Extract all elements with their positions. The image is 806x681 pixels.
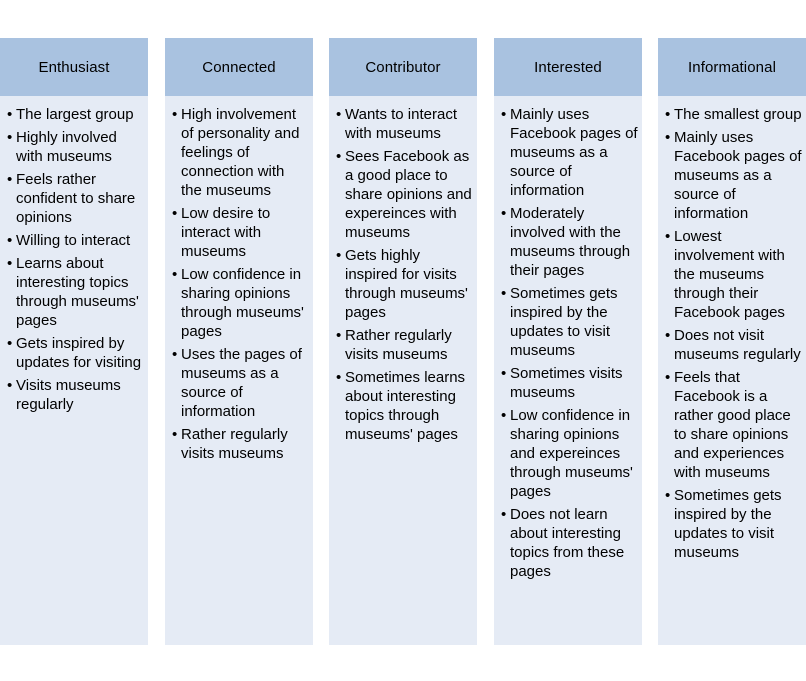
- segment-item: • Sees Facebook as a good place to share opinions and expereinces with museums: [338, 147, 473, 242]
- segment-header: Connected: [165, 38, 313, 96]
- segment-header: Informational: [658, 38, 806, 96]
- segment-item: • Does not visit museums regularly: [667, 326, 802, 364]
- segment-board: [0, 38, 806, 645]
- segment-column-enthusiast: [0, 38, 148, 645]
- segment-column-interested: [494, 38, 642, 645]
- segment-item: • The largest group: [9, 105, 144, 124]
- segment-header: Contributor: [329, 38, 477, 96]
- segment-item: • Sometimes learns about interesting topics through museums' pages: [338, 368, 473, 444]
- segment-item: • Gets inspired by updates for visiting: [9, 334, 144, 372]
- segment-column-informational: [658, 38, 806, 645]
- segment-item: • Highly involved with museums: [9, 128, 144, 166]
- segment-item: • High involvement of personality and feelings of connection with the museums: [174, 105, 309, 200]
- segment-item: • Sometimes gets inspired by the updates to visit museums: [667, 486, 802, 562]
- segment-item: • Rather regularly visits museums: [338, 326, 473, 364]
- segment-item: • Mainly uses Facebook pages of museums as a source of information: [503, 105, 638, 200]
- segment-list: [329, 96, 477, 444]
- segment-item: • Lowest involvement with the museums through their Facebook pages: [667, 227, 802, 322]
- segment-item: • Rather regularly visits museums: [174, 425, 309, 463]
- segment-item: • Wants to interact with museums: [338, 105, 473, 143]
- segment-list: [658, 96, 806, 562]
- segment-item: • Visits museums regularly: [9, 376, 144, 414]
- segment-list: [494, 96, 642, 581]
- segment-column-connected: [165, 38, 313, 645]
- segment-header: Interested: [494, 38, 642, 96]
- segment-item: • Gets highly inspired for visits through museums' pages: [338, 246, 473, 322]
- segment-item: • Low confidence in sharing opinions and expereinces through museums' pages: [503, 406, 638, 501]
- segment-item: • Does not learn about interesting topics from these pages: [503, 505, 638, 581]
- segment-list: [165, 96, 313, 463]
- segment-item: • Sometimes visits museums: [503, 364, 638, 402]
- segment-item: • Moderately involved with the museums through their pages: [503, 204, 638, 280]
- segment-item: • Feels that Facebook is a rather good place to share opinions and experiences with museums: [667, 368, 802, 482]
- segment-item: • Sometimes gets inspired by the updates to visit museums: [503, 284, 638, 360]
- segment-item: • Feels rather confident to share opinions: [9, 170, 144, 227]
- segment-item: • The smallest group: [667, 105, 802, 124]
- segment-item: • Low confidence in sharing opinions through museums' pages: [174, 265, 309, 341]
- segment-item: • Learns about interesting topics through museums' pages: [9, 254, 144, 330]
- segment-list: [0, 96, 148, 414]
- segment-item: • Willing to interact: [9, 231, 144, 250]
- segment-item: • Mainly uses Facebook pages of museums as a source of information: [667, 128, 802, 223]
- segment-header: Enthusiast: [0, 38, 148, 96]
- segment-item: • Uses the pages of museums as a source of information: [174, 345, 309, 421]
- segment-column-contributor: [329, 38, 477, 645]
- segment-item: • Low desire to interact with museums: [174, 204, 309, 261]
